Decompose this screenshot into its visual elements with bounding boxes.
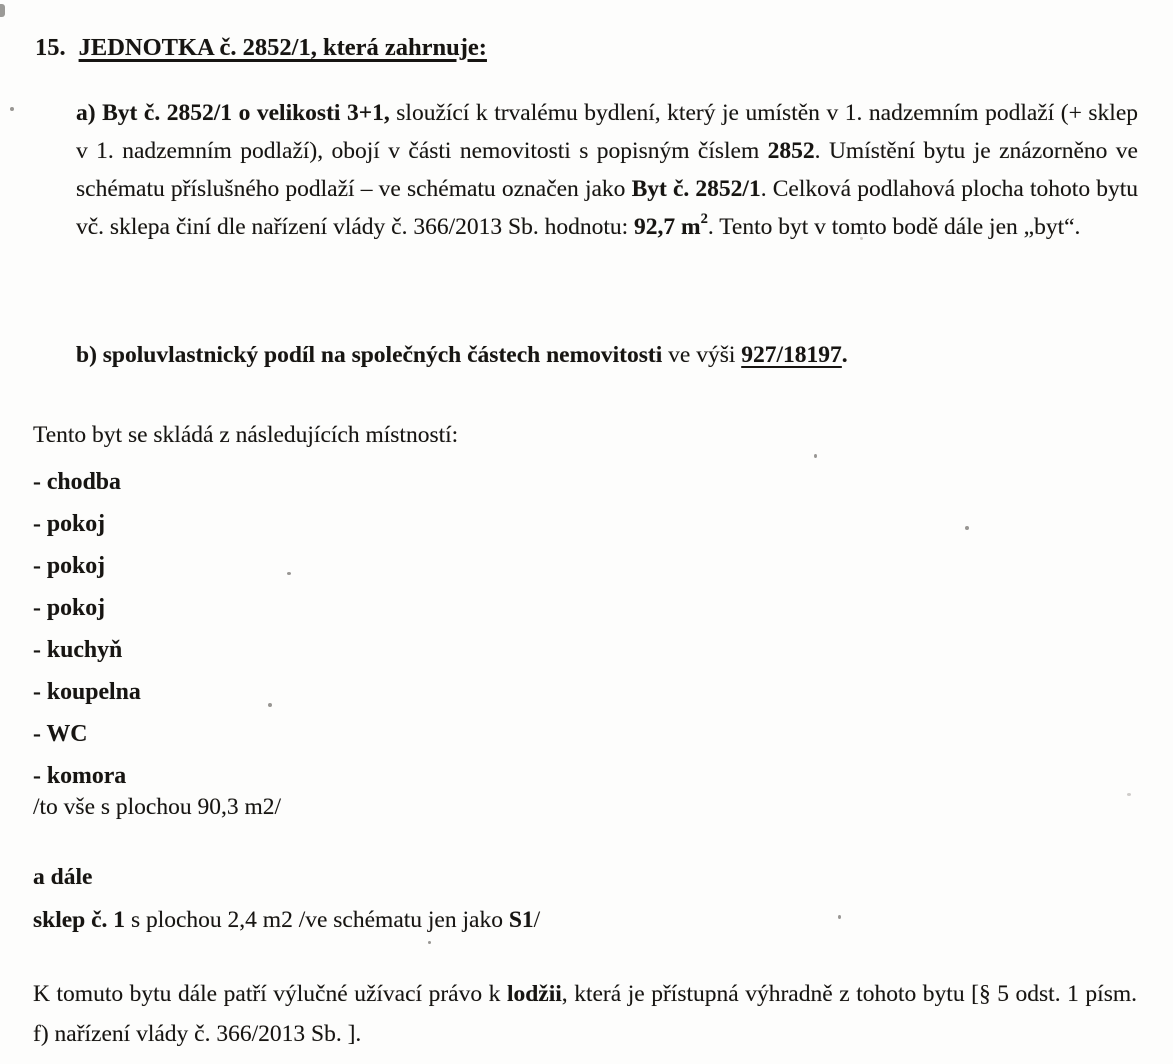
scan-dust-speck bbox=[287, 572, 291, 575]
scan-edge-artifact bbox=[0, 4, 5, 17]
list-item-room: - WC bbox=[33, 721, 88, 747]
scan-dust-speck bbox=[860, 237, 863, 240]
scan-dust-speck bbox=[10, 107, 14, 111]
cellar-line: sklep č. 1 s plochou 2,4 m2 /ve schématu jen jako S1/ bbox=[33, 907, 541, 933]
scan-dust-speck bbox=[814, 454, 817, 458]
list-item-room: - komora bbox=[33, 763, 127, 789]
section-heading bbox=[35, 34, 487, 62]
scan-dust-speck bbox=[838, 915, 841, 919]
section-number: 15. bbox=[35, 34, 66, 61]
continuation-label: a dále bbox=[33, 864, 93, 890]
list-item-room: - pokoj bbox=[33, 553, 106, 579]
paragraph-ownership-share: b) spoluvlastnický podíl na společných částech nemovitosti ve výši 927/18197. bbox=[76, 342, 848, 368]
continuation-block bbox=[33, 856, 540, 942]
scan-dust-speck bbox=[965, 526, 969, 530]
scan-dust-speck bbox=[428, 941, 431, 944]
list-item-room: - kuchyň bbox=[33, 637, 123, 663]
section-title: JEDNOTKA č. 2852/1, která zahrnuje: bbox=[78, 34, 487, 61]
scan-dust-speck bbox=[268, 703, 272, 707]
paragraph-loggia-right: K tomuto bytu dále patří výlučné užívací právo k lodžii, která je přístupná výhradně z tohoto bytu [§ 5 odst. 1 písm. f) nařízení vlády č. 366/2013 Sb. ]. bbox=[33, 981, 1137, 1047]
rooms-area-note: /to vše s plochou 90,3 m2/ bbox=[33, 794, 282, 820]
rooms-list bbox=[33, 461, 141, 797]
paragraph-apartment-description: a) Byt č. 2852/1 o velikosti 3+1, sloužící k trvalému bydlení, který je umístěn v 1. nadzemním podlaží (+ sklep v 1. nadzemním podlaží), obojí v části nemovitosti s popisným číslem 2852. Umístění bytu je znázorněno ve schématu příslušného podlaží – ve schématu označen jako Byt č. 2852/1. Celková podlahová plocha tohoto bytu vč. sklepa činí dle nařízení vlády č. 366/2013 Sb. hodnotu: 92,7 $m^2$. Tento byt v tomto bodě dále jen „byt“. bbox=[76, 100, 1139, 240]
list-item-room: - koupelna bbox=[33, 679, 141, 705]
scan-dust-speck bbox=[1127, 793, 1131, 796]
list-item-room: - chodba bbox=[33, 469, 121, 495]
rooms-intro: Tento byt se skládá z následujících místností: bbox=[33, 422, 459, 448]
list-item-room: - pokoj bbox=[33, 511, 106, 537]
list-item-room: - pokoj bbox=[33, 595, 106, 621]
